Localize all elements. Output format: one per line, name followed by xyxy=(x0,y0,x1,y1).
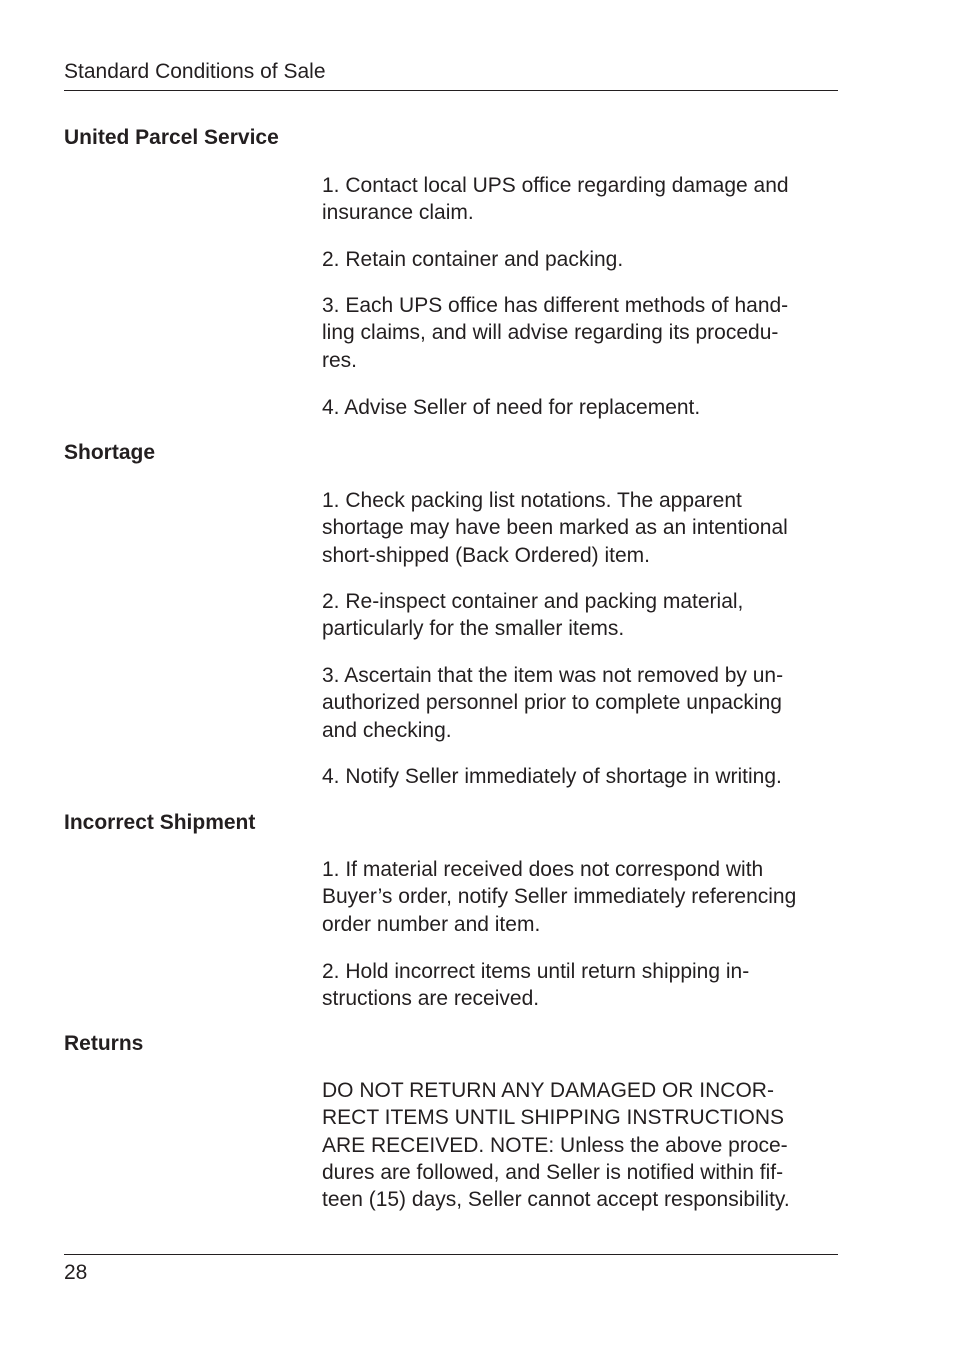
line: 3. Each UPS office has different methods of hand- xyxy=(322,294,789,317)
line: 2. Retain container and packing. xyxy=(322,248,624,271)
line: ARE RECEIVED. NOTE: Unless the above proce- xyxy=(322,1133,788,1157)
section-heading-returns: Returns xyxy=(64,1032,144,1055)
shortage-step-1 xyxy=(322,487,842,569)
shortage-step-2 xyxy=(322,588,842,643)
line: ling claims, and will advise regarding its procedu- xyxy=(322,321,779,345)
line: DO NOT RETURN ANY DAMAGED OR INCOR- xyxy=(322,1079,774,1102)
line: authorized personnel prior to complete unpacking xyxy=(322,691,782,715)
footer-divider xyxy=(64,1254,838,1255)
line: and checking. xyxy=(322,718,452,742)
section-heading-incorrect-shipment: Incorrect Shipment xyxy=(64,811,256,834)
line: short-shipped (Back Ordered) item. xyxy=(322,543,650,567)
incorrect-step-1 xyxy=(322,856,842,938)
line: 2. Re-inspect container and packing material, xyxy=(322,590,744,613)
shortage-step-3 xyxy=(322,662,842,744)
returns-notice xyxy=(322,1077,842,1213)
section-heading-ups: United Parcel Service xyxy=(64,126,279,149)
ups-step-1 xyxy=(322,172,842,227)
line: particularly for the smaller items. xyxy=(322,617,625,641)
incorrect-step-2 xyxy=(322,958,842,1013)
line: order number and item. xyxy=(322,912,541,936)
line: teen (15) days, Seller cannot accept responsibility. xyxy=(322,1188,790,1212)
line: 1. Contact local UPS office regarding damage and xyxy=(322,174,789,197)
line: 1. Check packing list notations. The apparent xyxy=(322,489,742,512)
page-header xyxy=(64,58,838,91)
shortage-step-4 xyxy=(322,763,842,790)
line: 4. Advise Seller of need for replacement. xyxy=(322,396,701,419)
line: 3. Ascertain that the item was not removed by un- xyxy=(322,664,784,687)
line: dures are followed, and Seller is notified within fif- xyxy=(322,1160,784,1184)
ups-step-4 xyxy=(322,394,842,421)
line: insurance claim. xyxy=(322,201,474,225)
ups-step-3 xyxy=(322,292,842,374)
line: 2. Hold incorrect items until return shipping in- xyxy=(322,960,750,983)
line: RECT ITEMS UNTIL SHIPPING INSTRUCTIONS xyxy=(322,1106,785,1130)
line: shortage may have been marked as an intentional xyxy=(322,516,788,540)
section-heading-shortage: Shortage xyxy=(64,441,156,464)
line: res. xyxy=(322,348,358,372)
ups-step-2 xyxy=(322,246,842,273)
running-title: Standard Conditions of Sale xyxy=(64,60,326,83)
page-number: 28 xyxy=(64,1261,88,1284)
line: structions are received. xyxy=(322,987,540,1011)
line: 1. If material received does not correspond with xyxy=(322,858,764,881)
line: 4. Notify Seller immediately of shortage in writing. xyxy=(322,765,782,788)
line: Buyer’s order, notify Seller immediately referencing xyxy=(322,885,797,909)
